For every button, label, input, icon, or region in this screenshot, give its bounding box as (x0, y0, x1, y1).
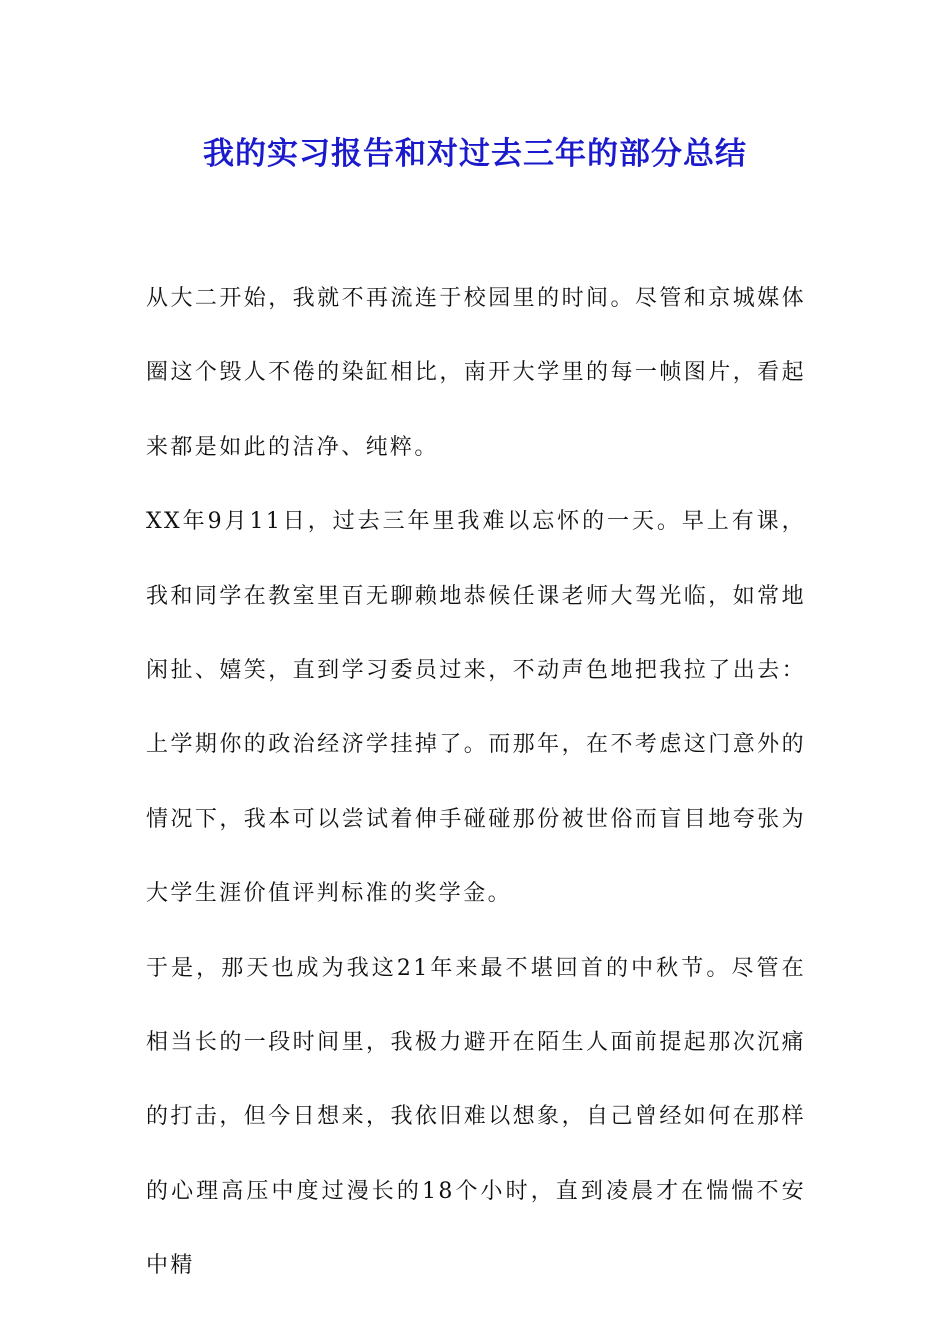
document-body (146, 262, 806, 1304)
document-title: 我的实习报告和对过去三年的部分总结 (203, 136, 747, 172)
paragraph-3: 于是，那天也成为我这21年来最不堪回首的中秋节。尽管在相当长的一段时间里，我极力避开在陌生人面前提起那次沉痛的打击，但今日想来，我依旧难以想象，自己曾经如何在那样的心理高压中度过漫长的18个小时，直到凌晨才在惴惴不安中精 (146, 955, 806, 1279)
paragraph-2: XX年9月11日，过去三年里我难以忘怀的一天。早上有课，我和同学在教室里百无聊赖地恭候任课老师大驾光临，如常地闲扯、嬉笑，直到学习委员过来，不动声色地把我拉了出去：上学期你的政治经济学挂掉了。而那年，在不考虑这门意外的情况下，我本可以尝试着伸手碰碰那份被世俗而盲目地夸张为大学生涯价值评判标准的奖学金。 (146, 509, 806, 907)
paragraph-1: 从大二开始，我就不再流连于校园里的时间。尽管和京城媒体圈这个毁人不倦的染缸相比，南开大学里的每一帧图片，看起来都是如此的洁净、纯粹。 (146, 286, 806, 460)
